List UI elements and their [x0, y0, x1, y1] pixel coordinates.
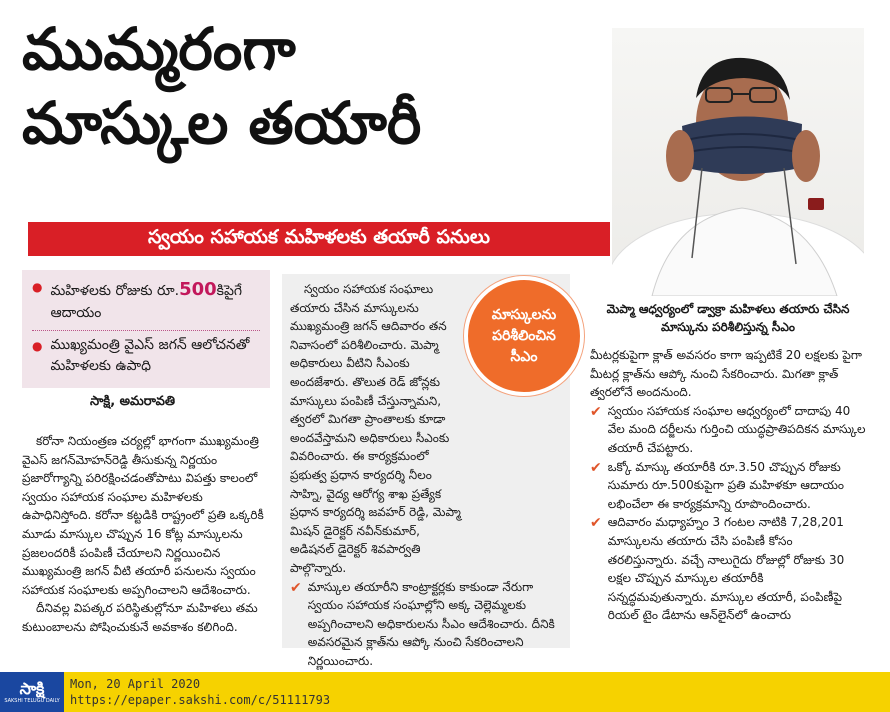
publication-date: Mon, 20 April 2020 [70, 676, 201, 691]
check-item [590, 513, 866, 625]
bullet-icon: ● [32, 280, 43, 294]
callout-line-1: మాస్కులను [491, 306, 557, 323]
bullet-icon: ● [32, 339, 43, 353]
callout-line-3: సీఎం [510, 348, 538, 365]
highlights-box [22, 270, 270, 388]
check-text: ఒక్కో మాస్కు తయారీకి రూ.3.50 చొప్పున రోజుకు సుమారు రూ.500కుపైగా ప్రతి మహిళకూ ఆదాయం లభించేలా ఈ కార్యక్రమాన్ని రూపొందించారు. [607, 459, 844, 511]
check-icon: ✔ [590, 403, 602, 420]
highlight-item [32, 276, 260, 324]
highlight-text-pre: మహిళలకు రోజుకు రూ. [50, 283, 180, 299]
footer-meta [64, 676, 330, 708]
highlight-text-post: కిపైగే ఆదాయం [50, 283, 243, 321]
source-url[interactable]: https://epaper.sakshi.com/c/51111793 [70, 693, 331, 707]
paragraph: దీనివల్ల విపత్కర పరిస్థితుల్లోనూ మహిళలు తమ కుటుంబాలను పోషించుకునే అవకాశం కలిగింది. [22, 601, 258, 634]
check-item [590, 458, 866, 514]
callout-line-2: పరిశీలించిన [492, 327, 556, 344]
article-column-1 [22, 432, 270, 637]
byline: సాక్షి, అమరావతి [90, 394, 175, 409]
highlight-text [50, 276, 260, 324]
check-icon: ✔ [290, 579, 302, 596]
paragraph: కరోనా నియంత్రణ చర్యల్లో భాగంగా ముఖ్యమంత్రి వైఎస్ జగన్‌మోహన్‌రెడ్డి తీసుకున్న నిర్ణయం ప్రజారోగ్యాన్ని పరిరక్షించడంతోపాటు విపత్తు కాలంలో స్వయం సహాయక సంఘాల మహిళలకు ఉపాధినిస్తోంది. కరోనా కట్టడికి రాష్ట్రంలో ప్రతి ఒక్కరికీ మూడు మాస్కుల చొప్పున 16 కోట్ల మాస్కులను ప్రజలందరికీ పంపిణీ చేయాలని నిర్ణయించిన ముఖ్యమంత్రి జగన్ వీటి తయారీ పనులను స్వయం సహాయక సంఘాలకు అప్పగించాలని ఆదేశించారు. [22, 434, 264, 597]
check-item [590, 402, 866, 458]
cm-photo [612, 28, 864, 296]
highlight-amount: 500 [179, 279, 217, 300]
check-text: స్వయం సహాయక సంఘాల ఆధ్వర్యంలో దాదాపు 40 వేల మంది దర్జీలను గుర్తించి యుద్ధప్రాతిపదికన మాస్కుల తయారీ చేపట్టారు. [607, 403, 866, 455]
cm-photo-illustration [612, 28, 864, 296]
check-icon: ✔ [590, 459, 602, 476]
footer-bar [0, 672, 890, 712]
headline-line-1: ముమ్మరంగా [22, 15, 296, 83]
logo-subtext: SAKSHI TELUGU DAILY [4, 697, 60, 704]
check-text: మాస్కుల తయారీని కాంట్రాక్టర్లకు కాకుండా నేరుగా స్వయం సహాయక సంఘాల్లోని అక్క చెల్లెమ్మలకు అప్పగించాలని అధికారులను సీఎం ఆదేశించారు. దీనికి అవసరమైన క్లాత్‌ను ఆప్కో నుంచి సేకరించాలని నిర్ణయించారు. [307, 579, 555, 668]
highlight-text: ముఖ్యమంత్రి వైఎస్ జగన్ ఆలోచనతో మహిళలకు ఉపాధి [50, 337, 250, 374]
callout-circle [464, 276, 584, 396]
logo-text: సాక్షి [19, 678, 45, 698]
paragraph: స్వయం సహాయక సంఘాలు తయారు చేసిన మాస్కులను ముఖ్యమంత్రి జగన్ ఆదివారం తన నివాసంలో పరిశీలించారు. మెప్మా అధికారులు వీటిని సీఎంకు అందజేశారు. తొలుత రెడ్ జోన్లకు మాస్కులు పంపిణీ చేస్తున్నామని, త్వరలో మిగతా ప్రాంతాలకు కూడా అందవేస్తామని అధికారులు సీఎంకు వివరించారు. ఈ కార్యక్రమంలో ప్రభుత్వ ప్రధాన కార్యదర్శి నీలం సాహ్ని, వైద్య ఆరోగ్య శాఖ ప్రత్యేక ప్రధాన కార్యదర్శి జవహర్ రెడ్డి, మెప్మా మిషన్ డైరెక్టర్ నవీన్‌కుమార్, అడిషనల్ డైరెక్టర్ శివపార్వతి పాల్గొన్నారు. [290, 282, 461, 575]
check-text: ఆదివారం మధ్యాహ్నం 3 గంటల నాటికి 7,28,201 మాస్కులను తయారు చేసి పంపిణీ కోసం తరలిస్తున్నారు. వచ్చే నాలుగైదు రోజుల్లో రోజుకు 30 లక్షల చొప్పున మాస్కుల తయారీకి సన్నద్ధమవుతున్నారు. మాస్కుల తయారీ, పంపిణీపై రియల్ టైం డేటాను ఆన్‌లైన్‌లో ఉంచారు [607, 515, 845, 623]
sakshi-logo[interactable] [0, 672, 64, 712]
highlight-item [32, 330, 260, 377]
subheading-banner: స్వయం సహాయక మహిళలకు తయారీ పనులు [28, 222, 610, 256]
check-icon: ✔ [590, 515, 602, 532]
check-item [290, 578, 562, 671]
headline [22, 15, 602, 157]
article-column-3 [590, 346, 866, 625]
photo-caption: మెప్మా ఆధ్వర్యంలో డ్వాక్రా మహిళలు తయారు చేసిన మాస్కును పరిశీలిస్తున్న సీఎం [606, 302, 850, 334]
paragraph: మీటర్లకుపైగా క్లాత్ అవసరం కాగా ఇప్పటికే 20 లక్షలకు పైగా మీటర్ల క్లాత్‌ను ఆప్కో నుంచి సేకరించారు. మిగతా క్లాత్ త్వరలోనే అందనుంది. [590, 348, 862, 400]
headline-line-2: మాస్కుల తయారీ [22, 88, 422, 157]
